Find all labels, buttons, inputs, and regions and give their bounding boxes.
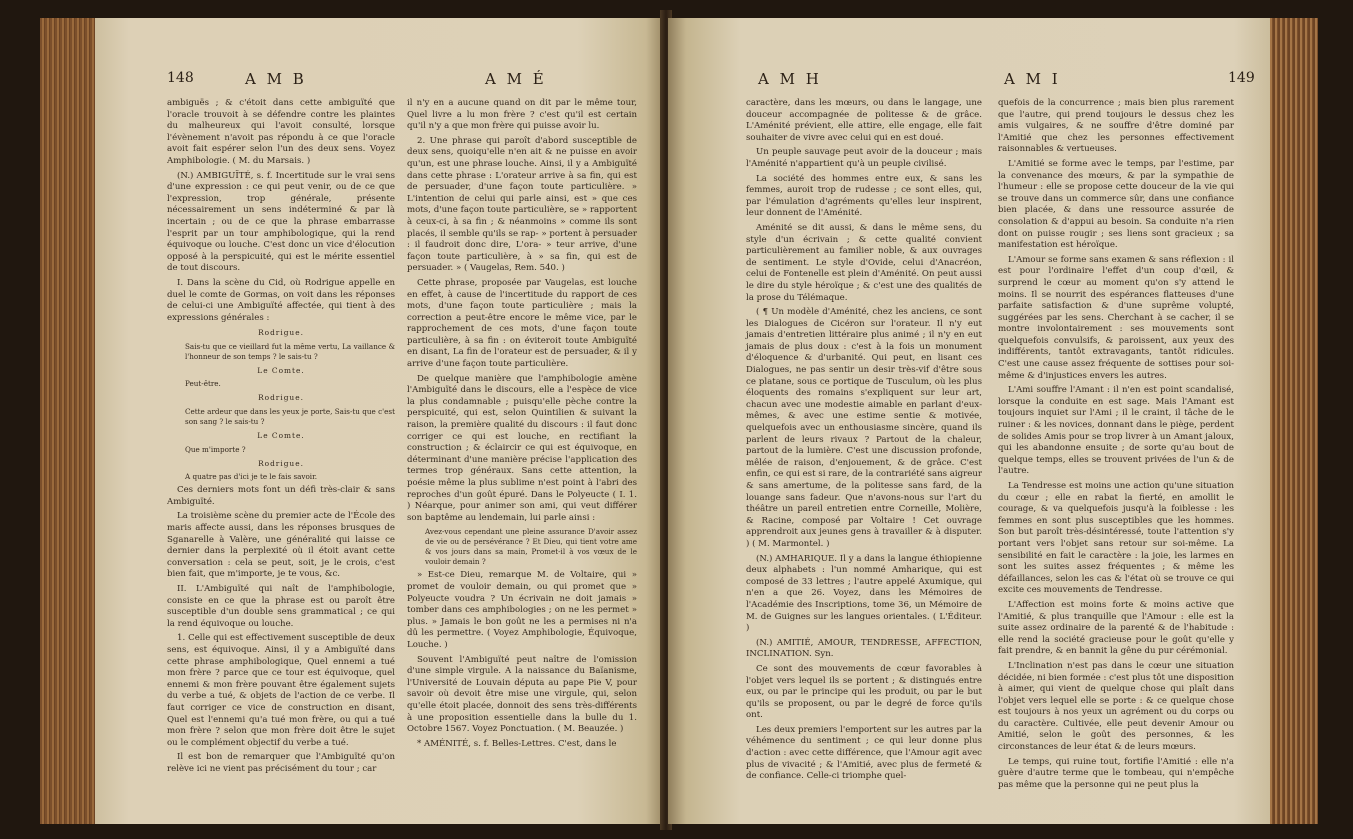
column-left-1 <box>167 98 395 779</box>
left-page <box>95 18 663 824</box>
paragraph: La troisième scène du premier acte de l'École des maris affecte aussi, dans les réponses brusques de Sganarelle à Valère, une généralité qui laisse ce dernier dans la perplexité où il étoit avant cette conversation : cela se peut, soit, je le crois, c'est bien fait, que m'importe, je te vous, &c. <box>167 511 395 580</box>
paragraph: Sais-tu que ce vieillard fut la même vertu, La vaillance & l'honneur de son temps ? le sais-tu ? <box>185 341 395 361</box>
paragraph: ambiguës ; & c'étoit dans cette ambiguïté que l'oracle trouvoit à se défendre contre les plaintes du malheureux qui l'avoit consulté, lorsque l'évènement n'avoit pas répondu à ce que l'oracle avoit fait espérer selon l'un des deux sens. Voyez Amphibologie. ( M. du Marsais. ) <box>167 98 395 166</box>
column-right-2 <box>998 98 1234 794</box>
paragraph: quefois de la concurrence ; mais bien plus rarement que l'autre, qui prend toujours le dessus chez les amis vulgaires, & ne souffre d'être dominé par l'Amitié que chez les personnes effectivement raisonnables & vertueuses. <box>998 98 1234 155</box>
paragraph: (N.) AMHARIQUE. Il y a dans la langue éthiopienne deux alphabets : l'un nommé Amharique, qui est composé de 33 lettres ; l'autre appelé Axumique, qui n'en a que 26. Voyez, dans les Mémoires de l'Académie des Inscriptions, tome 36, un Mémoire de M. de Guignes sur les langues orientales. ( L'Éditeur. ) <box>746 553 982 634</box>
paragraph: L'Amour se forme sans examen & sans réflexion : il est pour l'ordinaire l'effet d'un coup d'œil, & surprend le cœur au moment qu'on s'y attend le moins. Il se nourrit des espérances flatteuses d'une parfaite satisfaction & d'une suprême volupté, suggérées par les sens. Cherchant à se cacher, il se montre involontairement : ses mouvements sont quelquefois convulsifs, & paroissent, aux yeux des indifférents, tantôt extravagants, tantôt ridicules. C'est une cause assez fréquente de sottises pour soi-même & d'injustices envers les autres. <box>998 254 1234 381</box>
paragraph: Rodrigue. <box>258 458 304 468</box>
right-page <box>668 18 1270 824</box>
paragraph: Rodrigue. <box>258 328 304 338</box>
paragraph: Peut-être. <box>185 379 221 389</box>
paragraph: Ces derniers mots font un défi très-clair & sans Ambiguïté. <box>167 485 395 507</box>
page-number-left: 148 <box>167 70 194 86</box>
paragraph: Cette ardeur que dans les yeux je porte, Sais-tu que c'est son sang ? le sais-tu ? <box>185 407 395 427</box>
paragraph: L'Ami souffre l'Amant : il n'en est point scandalisé, lorsque la conduite en est sage. Mais l'Amant est toujours inquiet sur l'Ami ; il le craint, il tâche de le ruiner : & les novices, donnant dans le piège, perdent de solides Amis pour se trop livrer à un Amant jaloux, qui les abandonne ensuite ; de sorte qu'au bout de quelque temps, elles se trouvent privées de l'un & de l'autre. <box>998 385 1234 477</box>
paragraph: I. Dans la scène du Cid, où Rodrigue appelle en duel le comte de Gormas, on voit dans les réponses de celui-ci une Ambiguïté affectée, qui tient à des expressions générales : <box>167 277 395 323</box>
paragraph: La Tendresse est moins une action qu'une situation du cœur ; elle en rabat la fierté, en amollit le courage, & va quelquefois jusqu'à la foiblesse : les femmes en sont plus susceptibles que les hommes. Son but paroît très-désintéressé, toute l'attention s'y portant vers l'objet sans retour sur soi-même. La sensibilité en fait le caractère : la joie, les larmes en sont les suites assez fréquentes ; & même les défaillances, selon les cas & l'état où se trouve ce qui excite ces mouvements de Tendresse. <box>998 481 1234 596</box>
running-head-left: A M H <box>758 70 822 88</box>
paragraph: * AMÉNITÉ, s. f. Belles-Lettres. C'est, dans le <box>417 738 617 749</box>
paragraph: Un peuple sauvage peut avoir de la douceur ; mais l'Aménité n'appartient qu'à un peuple civilisé. <box>746 147 982 169</box>
paragraph: (N.) AMITIÉ, AMOUR, TENDRESSE, AFFECTION, INCLINATION. Syn. <box>746 637 982 660</box>
paragraph: Ce sont des mouvements de cœur favorables à l'objet vers lequel ils se portent ; & distingués entre eux, ou par le principe qui les produit, ou par le but qu'ils se proposent, ou par le degré de force qu'ils ont. <box>746 663 982 721</box>
paragraph: Que m'importe ? <box>185 444 246 454</box>
page-edges-right <box>1268 18 1318 824</box>
paragraph: il n'y en a aucune quand on dit par le même tour, Quel livre a lu mon frère ? c'est qu'il est certain qu'il n'y a que mon frère qui puisse avoir lu. <box>407 98 637 132</box>
page-edges-left <box>40 18 98 824</box>
paragraph: caractère, dans les mœurs, ou dans le langage, une douceur accompagnée de politesse & de grâce. L'Aménité prévient, elle attire, elle engage, elle fait souhaiter de vivre avec celui qui en est doué. <box>746 98 982 143</box>
paragraph: ( ¶ Un modèle d'Aménité, chez les anciens, ce sont les Dialogues de Cicéron sur l'orateur. Il n'y eut jamais d'entretien littéraire plus animé ; il n'y en eut jamais de plus doux : c'est à la fois un monument d'éloquence & d'urbanité. Qui peut, en lisant ces Dialogues, ne pas sentir un desir très-vif d'être sous ce platane, sous ce portique de Tusculum, où les plus éloquents des romains s'expliquent sur leur art, chacun avec une modestie aimable en parlant d'eux-mêmes, & avec une estime sentie & motivée, quelquefois avec un enthousiasme sincère, quand ils parlent de leurs rivaux ? Partout de la chaleur, partout de la lumière. C'est une discussion profonde, mêlée de raison, d'enjouement, & de grâce. C'est enfin, ce qui est si rare, de la contrariété sans aigreur & sans amertume, de la politesse sans fard, de la louange sans fadeur. Que n'avons-nous sur l'art du théâtre un pareil entretien entre Corneille, Molière, & Racine, composé par Voltaire ! Cet ouvrage apprendroit aux jeunes gens à travailler & à disputer. ) ( M. Marmontel. ) <box>746 307 982 549</box>
paragraph: Cette phrase, proposée par Vaugelas, est louche en effet, à cause de l'incertitude du rapport de ces mots, d'une façon toute particulière ; mais la correction a peut-être encore le même vice, par le rapprochement de ces mots, d'une façon toute particulière, à sa fin : on éviteroit toute Ambiguïté en disant, La fin de l'orateur est de persuader, & il y arrive d'une façon toute particulière. <box>407 277 637 370</box>
paragraph: Aménité se dit aussi, & dans le même sens, du style d'un écrivain ; & cette qualité convient particulièrement au familier noble, & aux ouvrages de sentiment. Le style d'Ovide, celui d'Anacréon, celui de Fontenelle est plein d'Aménité. On peut aussi le dire du style héroïque ; & c'est une des qualités de la prose du Télémaque. <box>746 222 982 303</box>
paragraph: Il est bon de remarquer que l'Ambiguïté qu'on relève ici ne vient pas précisément du tour ; car <box>167 752 395 774</box>
paragraph: 2. Une phrase qui paroît d'abord susceptible de deux sens, quoiqu'elle n'en ait & ne puisse en avoir qu'un, est une phrase louche. Ainsi, il y a Ambiguïté dans cette phrase : L'orateur arrive à sa fin, qui est de persuader, d'une façon toute particulière. » L'intention de celui qui parle ainsi, est » que ces mots, d'une façon toute particulière, se » rapportent à ceux-ci, à sa fin ; & néanmoins » comme ils sont placés, il semble qu'ils se rap- » portent à persuader : il faudroit donc dire, L'ora- » teur arrive, d'une façon toute particulière, à » sa fin, qui est de persuader. » ( Vaugelas, Rem. 540. ) <box>407 135 637 274</box>
paragraph: Rodrigue. <box>258 393 304 403</box>
paragraph: L'Inclination n'est pas dans le cœur une situation décidée, ni bien formée : c'est plus tôt une disposition à aimer, qui vient de quelque chose qui plaît dans l'objet vers lequel elle se porte : & ce quelque chose est toujours à nos yeux un agrément ou du corps ou du caractère. Cultivée, elle peut devenir Amour ou Amitié, selon le goût des personnes, & les circonstances de leur état & de leurs mœurs. <box>998 660 1234 753</box>
paragraph: L'Amitié se forme avec le temps, par l'estime, par la convenance des mœurs, & par la sympathie de l'humeur : elle se propose cette douceur de la vie qui se trouve dans un commerce sûr, dans une confiance bien placée, & dans une ressource assurée de consolation & d'appui au besoin. Sa conduite n'a rien dont on puisse rougir ; ses liens sont gracieux ; sa manifestation est héroïque. <box>998 158 1234 251</box>
running-head-right: A M É <box>485 70 547 88</box>
paragraph: » Est-ce Dieu, remarque M. de Voltaire, qui » promet de vouloir demain, ou qui promet que » Polyeucte voudra ? Un écrivain ne doit jamais » tomber dans ces amphibologies ; on ne les permet » plus. » Jamais le bon goût ne les a permises ni n'a dû les permettre. ( Voyez Amphibologie, Équivoque, Louche. ) <box>407 570 637 650</box>
running-head-right: A M I <box>1004 70 1061 88</box>
column-right-1 <box>746 98 982 786</box>
paragraph: 1. Celle qui est effectivement susceptible de deux sens, est équivoque. Ainsi, il y a Ambiguïté dans cette phrase amphibologique, Quel ennemi a tué mon frère ? parce que ce tour est équivoque, quel ennemi & mon frère pouvant être également sujets du verbe a tué, & objets de l'action de ce verbe. Il faut corriger ce vice de construction en disant, Quel est l'ennemi qu'a tué mon frère, ou qui a tué mon frère ? selon que mon frère doit être le sujet ou le complément objectif du verbe a tué. <box>167 633 395 748</box>
paragraph: (N.) AMBIGUÏTÉ, s. f. Incertitude sur le vrai sens d'une expression : ce qui peut venir, ou de ce que l'expression, trop générale, présente nécessairement un sens indéterminé & par là incertain ; ou de ce que la phrase embarrasse l'esprit par un tour amphibologique, qui la rend équivoque ou louche. C'est donc un vice d'élocution opposé à la perspicuité, qui est le mérite essentiel de tout discours. <box>167 170 395 274</box>
paragraph: La société des hommes entre eux, & sans les femmes, auroit trop de rudesse ; ce sont elles, qui, par l'émulation d'agréments qu'elles leur inspirent, leur donnent de l'Aménité. <box>746 173 982 219</box>
paragraph: Le Comte. <box>257 365 305 375</box>
column-left-2 <box>407 98 637 753</box>
paragraph: Avez-vous cependant une pleine assurance D'avoir assez de vie ou de persévérance ? Et Dieu, qui tient votre ame & vos jours dans sa main, Promet-il à vos vœux de le vouloir demain ? <box>425 527 637 567</box>
paragraph: L'Affection est moins forte & moins active que l'Amitié, & plus tranquille que l'Amour : elle est la suite assez ordinaire de la parenté & de l'habitude : elle rend la société gracieuse pour le goût qu'elle y fait prendre, & en bannit la gêne du pur cérémonial. <box>998 599 1234 657</box>
paragraph: A quatre pas d'ici je te le fais savoir. <box>185 472 318 482</box>
page-number-right: 149 <box>1228 70 1255 86</box>
paragraph: Le Comte. <box>257 431 305 441</box>
paragraph: Les deux premiers l'emportent sur les autres par la véhémence du sentiment ; ce qui leur donne plus d'action : avec cette différence, que l'Amour agit avec plus de vivacité ; & l'Amitié, avec plus de fermeté & de confiance. Celle-ci triomphe quel- <box>746 724 982 782</box>
paragraph: Souvent l'Ambiguïté peut naître de l'omission d'une simple virgule. A la naissance du Baïanisme, l'Université de Louvain députa au pape Pie V, pour savoir où devoit être mise une virgule, qui, selon qu'elle étoit placée, donnoit des sens très-différents à une proposition essentielle dans la bulle du 1. Octobre 1567. Voyez Ponctuation. ( M. Beauzée. ) <box>407 654 637 735</box>
paragraph: De quelque manière que l'amphibologie amène l'Ambiguïté dans le discours, elle a l'espèce de vice la plus condamnable ; puisqu'elle pèche contre la perspicuité, qui est, selon Quintilien & suivant la raison, la première qualité du discours : il faut donc corriger ce qui est louche, en rectifiant la construction ; & éclaircir ce qui est équivoque, en déterminant d'une manière précise l'application des termes trop généraux. Sans cette attention, la poésie même la plus sublime n'est point à l'abri des reproches d'un goût épuré. Dans le Polyeucte ( I. 1. ) Néarque, pour animer son ami, qui veut différer son baptême au lendemain, lui parle ainsi : <box>407 373 637 523</box>
paragraph: II. L'Ambiguïté qui naît de l'amphibologie, consiste en ce que la phrase est ou paroît être susceptible d'un double sens grammatical ; ce qui la rend équivoque ou louche. <box>167 584 395 629</box>
paragraph: Le temps, qui ruine tout, fortifie l'Amitié : elle n'a guère d'autre terme que le tombeau, qui n'empêche pas même que la personne qui ne peut plus la <box>998 756 1234 790</box>
running-head-left: A M B <box>245 70 307 88</box>
